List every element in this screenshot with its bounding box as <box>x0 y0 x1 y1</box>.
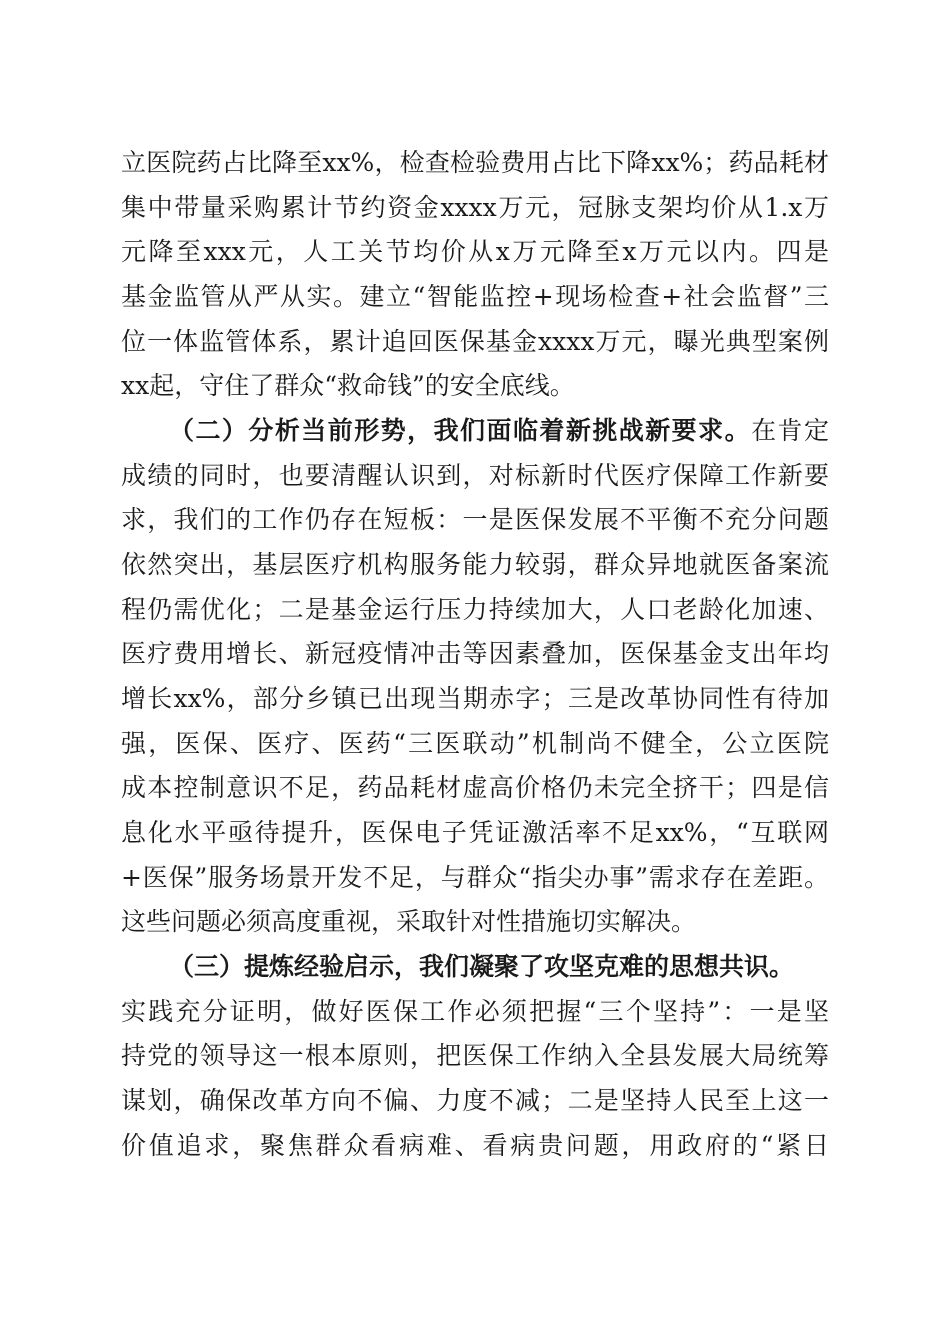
body-text-line: 价值追求，聚焦群众看病难、看病贵问题，用政府的“紧日 <box>121 1131 829 1160</box>
section-heading: （三）提炼经验启示，我们凝聚了攻坚克难的思想共识。 <box>169 952 795 981</box>
body-text-line: +医保”服务场景开发不足，与群众“指尖办事”需求存在差距。 <box>121 863 829 892</box>
body-text-line: 位一体监管体系，累计追回医保基金xxxx万元，曝光典型案例 <box>121 327 829 356</box>
body-text-line: 医疗费用增长、新冠疫情冲击等因素叠加，医保基金支出年均 <box>121 639 829 668</box>
body-text-line: 成绩的同时，也要清醒认识到，对标新时代医疗保障工作新要 <box>121 461 829 490</box>
body-text-line: 增长xx%，部分乡镇已出现当期赤字；三是改革协同性有待加 <box>121 684 829 713</box>
body-text-line: 这些问题必须高度重视，采取针对性措施切实解决。 <box>121 907 697 936</box>
body-text-line: 实践充分证明，做好医保工作必须把握“三个坚持”：一是坚 <box>121 997 829 1026</box>
body-text-line: 求，我们的工作仍存在短板：一是医保发展不平衡不充分问题 <box>121 505 829 534</box>
section-heading-line <box>169 947 829 987</box>
body-text-line: 程仍需优化；二是基金运行压力持续加大，人口老龄化加速、 <box>121 595 829 624</box>
body-text-line: 谋划，确保改革方向不偏、力度不减；二是坚持人民至上这一 <box>121 1086 829 1115</box>
body-text-line: 成本控制意识不足，药品耗材虚高价格仍未完全挤干；四是信 <box>121 773 829 802</box>
section-heading: （二）分析当前形势，我们面临着新挑战新要求。 <box>169 416 752 445</box>
body-text-line: 元降至xxx元，人工关节均价从x万元降至x万元以内。四是 <box>121 237 829 266</box>
body-text-line: 依然突出，基层医疗机构服务能力较弱，群众异地就医备案流 <box>121 550 829 579</box>
body-text-line: 息化水平亟待提升，医保电子凭证激活率不足xx%，“互联网 <box>121 818 829 847</box>
body-text-line: xx起，守住了群众“救命钱”的安全底线。 <box>121 371 575 400</box>
body-text-line: 基金监管从严从实。建立“智能监控+现场检查+社会监督”三 <box>121 282 829 311</box>
body-text-line: 集中带量采购累计节约资金xxxx万元，冠脉支架均价从1.x万 <box>121 193 829 222</box>
section-heading-line <box>169 411 829 451</box>
body-text-line: 强，医保、医疗、医药“三医联动”机制尚不健全，公立医院 <box>121 729 829 758</box>
body-text-fragment: 在肯定 <box>751 416 829 445</box>
body-text-line: 持党的领导这一根本原则，把医保工作纳入全县发展大局统筹 <box>121 1041 829 1070</box>
body-text-line: 立医院药占比降至xx%，检查检验费用占比下降xx%；药品耗材 <box>121 148 829 177</box>
